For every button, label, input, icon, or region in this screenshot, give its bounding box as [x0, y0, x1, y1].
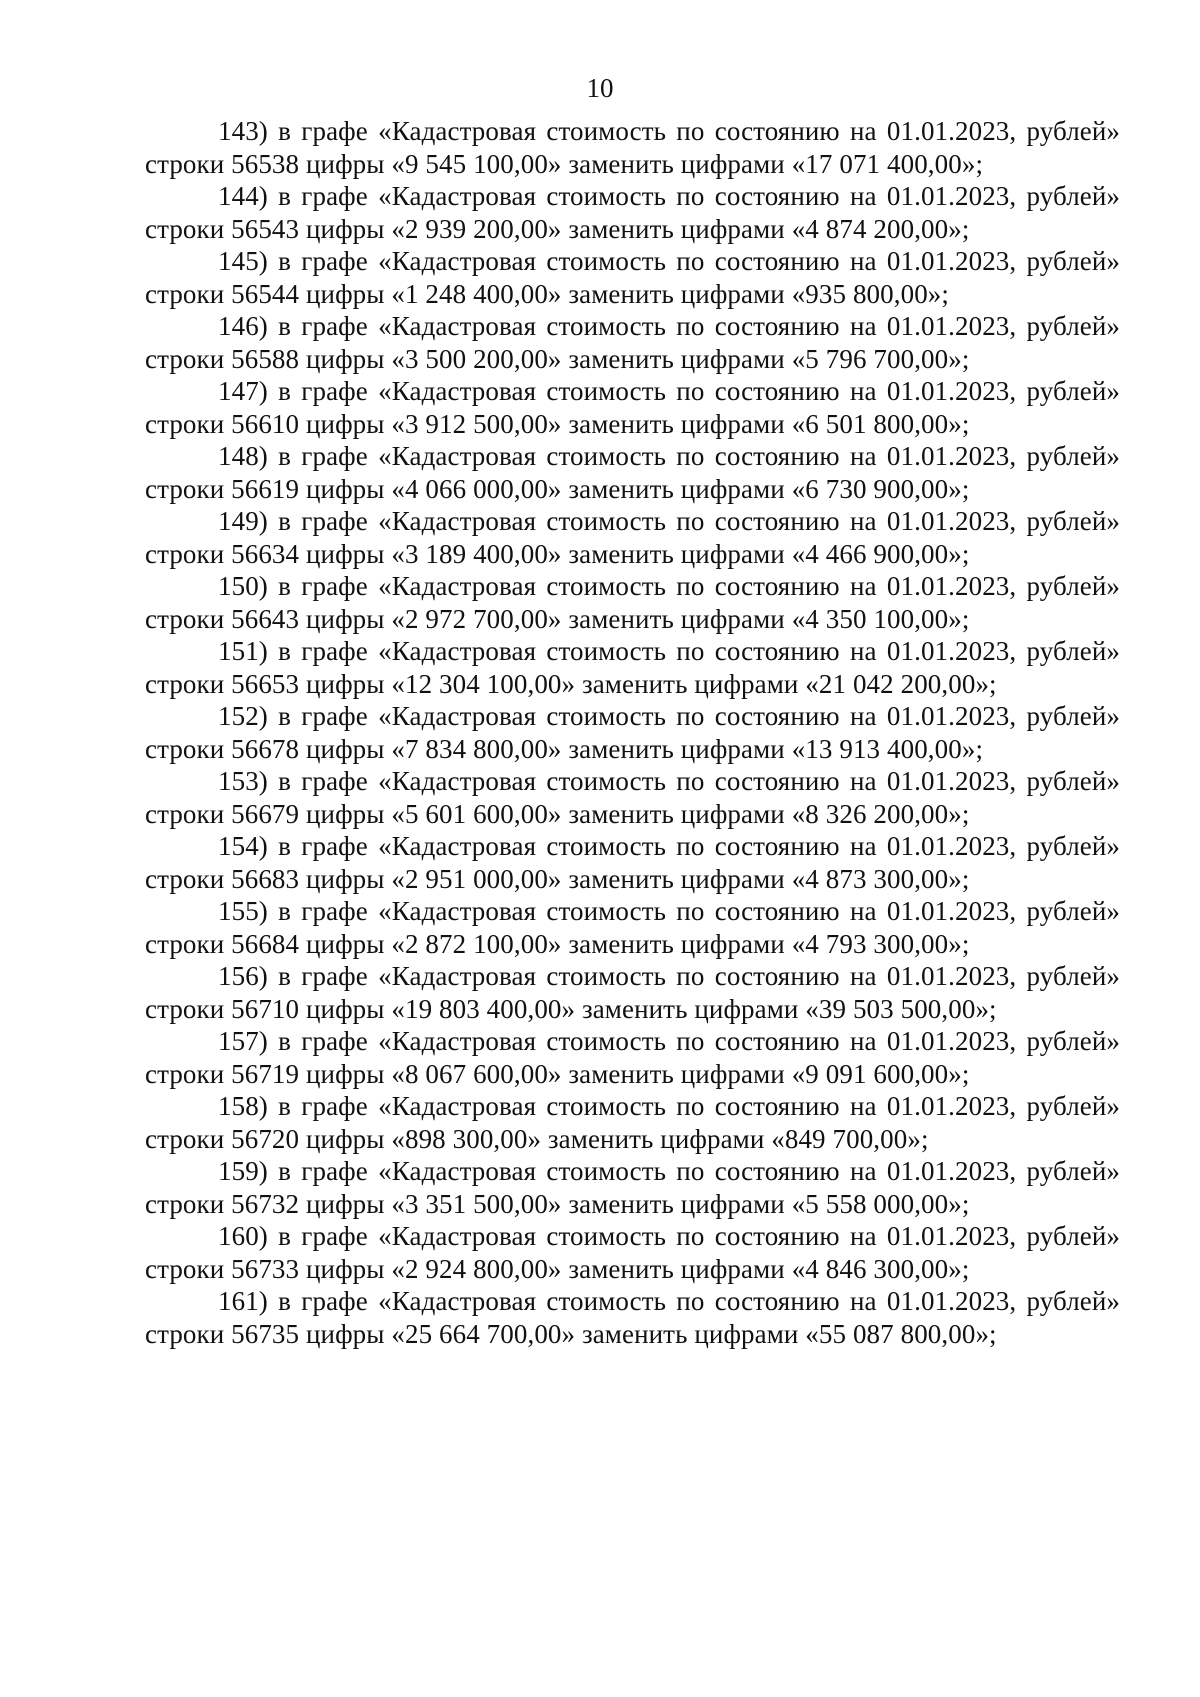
amendment-item: 148) в графе «Кадастровая стоимость по состоянию на 01.01.2023, рублей» строки 56619 цифры «4 066 000,00» заменить цифрами «6 730 900,00»; — [145, 441, 1120, 504]
amendment-item: 156) в графе «Кадастровая стоимость по состоянию на 01.01.2023, рублей» строки 56710 цифры «19 803 400,00» заменить цифрами «39 503 500,00»; — [145, 961, 1120, 1024]
amendment-item: 146) в графе «Кадастровая стоимость по состоянию на 01.01.2023, рублей» строки 56588 цифры «3 500 200,00» заменить цифрами «5 796 700,00»; — [145, 311, 1120, 374]
amendment-item: 161) в графе «Кадастровая стоимость по состоянию на 01.01.2023, рублей» строки 56735 цифры «25 664 700,00» заменить цифрами «55 087 800,00»; — [145, 1286, 1120, 1349]
amendment-item: 157) в графе «Кадастровая стоимость по состоянию на 01.01.2023, рублей» строки 56719 цифры «8 067 600,00» заменить цифрами «9 091 600,00»; — [145, 1026, 1120, 1089]
amendment-list — [145, 115, 1120, 1350]
amendment-item: 159) в графе «Кадастровая стоимость по состоянию на 01.01.2023, рублей» строки 56732 цифры «3 351 500,00» заменить цифрами «5 558 000,00»; — [145, 1156, 1120, 1219]
amendment-item: 153) в графе «Кадастровая стоимость по состоянию на 01.01.2023, рублей» строки 56679 цифры «5 601 600,00» заменить цифрами «8 326 200,00»; — [145, 766, 1120, 829]
amendment-item: 160) в графе «Кадастровая стоимость по состоянию на 01.01.2023, рублей» строки 56733 цифры «2 924 800,00» заменить цифрами «4 846 300,00»; — [145, 1221, 1120, 1284]
amendment-item: 149) в графе «Кадастровая стоимость по состоянию на 01.01.2023, рублей» строки 56634 цифры «3 189 400,00» заменить цифрами «4 466 900,00»; — [145, 506, 1120, 569]
amendment-item: 150) в графе «Кадастровая стоимость по состоянию на 01.01.2023, рублей» строки 56643 цифры «2 972 700,00» заменить цифрами «4 350 100,00»; — [145, 571, 1120, 634]
amendment-item: 143) в графе «Кадастровая стоимость по состоянию на 01.01.2023, рублей» строки 56538 цифры «9 545 100,00» заменить цифрами «17 071 400,00»; — [145, 116, 1120, 179]
amendment-item: 154) в графе «Кадастровая стоимость по состоянию на 01.01.2023, рублей» строки 56683 цифры «2 951 000,00» заменить цифрами «4 873 300,00»; — [145, 831, 1120, 894]
amendment-item: 152) в графе «Кадастровая стоимость по состоянию на 01.01.2023, рублей» строки 56678 цифры «7 834 800,00» заменить цифрами «13 913 400,00»; — [145, 701, 1120, 764]
amendment-item: 144) в графе «Кадастровая стоимость по состоянию на 01.01.2023, рублей» строки 56543 цифры «2 939 200,00» заменить цифрами «4 874 200,00»; — [145, 181, 1120, 244]
page-number: 10 — [586, 73, 614, 103]
amendment-item: 155) в графе «Кадастровая стоимость по состоянию на 01.01.2023, рублей» строки 56684 цифры «2 872 100,00» заменить цифрами «4 793 300,00»; — [145, 896, 1120, 959]
amendment-item: 158) в графе «Кадастровая стоимость по состоянию на 01.01.2023, рублей» строки 56720 цифры «898 300,00» заменить цифрами «849 700,00»; — [145, 1091, 1120, 1154]
amendment-item: 147) в графе «Кадастровая стоимость по состоянию на 01.01.2023, рублей» строки 56610 цифры «3 912 500,00» заменить цифрами «6 501 800,00»; — [145, 376, 1120, 439]
amendment-item: 145) в графе «Кадастровая стоимость по состоянию на 01.01.2023, рублей» строки 56544 цифры «1 248 400,00» заменить цифрами «935 800,00»; — [145, 246, 1120, 309]
amendment-item: 151) в графе «Кадастровая стоимость по состоянию на 01.01.2023, рублей» строки 56653 цифры «12 304 100,00» заменить цифрами «21 042 200,00»; — [145, 636, 1120, 699]
